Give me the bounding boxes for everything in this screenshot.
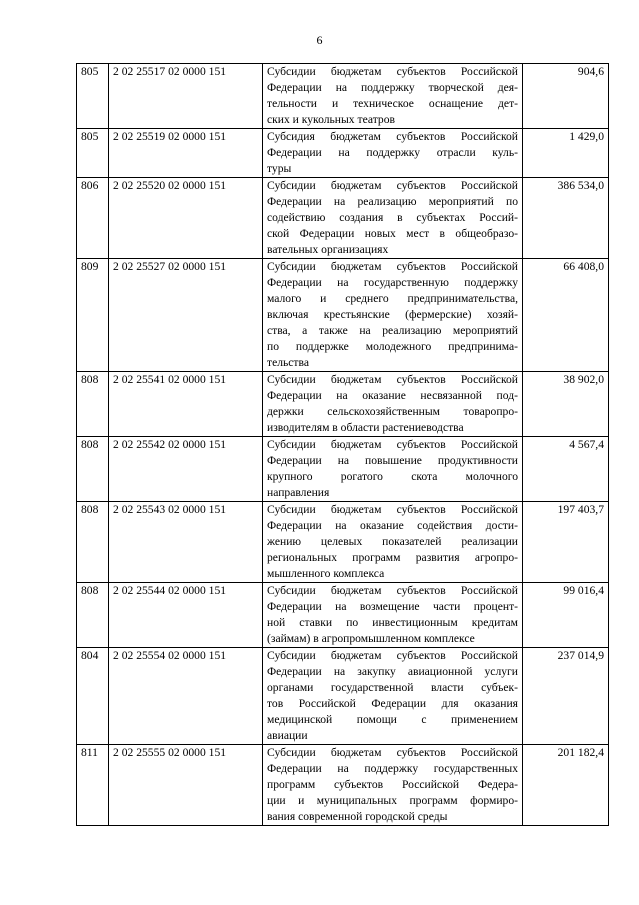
amount-cell: 4 567,4 [523, 437, 609, 502]
amount-cell: 38 902,0 [523, 372, 609, 437]
revenue-description-cell [263, 64, 523, 129]
table-row [77, 648, 609, 745]
description-line: Субсидии бюджетам субъектов Российской [267, 438, 518, 451]
revenue-description-cell [263, 648, 523, 745]
amount-cell: 1 429,0 [523, 129, 609, 178]
amount-cell: 66 408,0 [523, 259, 609, 372]
description-line: региональных программ развития агропро- [267, 551, 518, 564]
description-line: Федерации на реализацию мероприятий по [267, 195, 518, 208]
description-line: Субсидия бюджетам субъектов Российской [267, 130, 518, 143]
description-line: по поддержке молодежного предпринима- [267, 340, 518, 353]
amount-cell: 386 534,0 [523, 178, 609, 259]
description-line: малого и среднего предпринимательства, [267, 292, 518, 305]
revenue-description-cell [263, 372, 523, 437]
description-line: (займам) в агропромышленном комплексе [267, 632, 475, 645]
description-line: включая крестьянские (фермерские) хозяй- [267, 308, 518, 321]
budget-classification-code-cell: 2 02 25517 02 0000 151 [109, 64, 263, 129]
revenue-description-cell [263, 129, 523, 178]
table-body [77, 64, 609, 826]
revenue-description-cell [263, 178, 523, 259]
budget-classification-code-cell: 2 02 25527 02 0000 151 [109, 259, 263, 372]
admin-code-cell: 811 [77, 745, 109, 826]
revenue-description-cell [263, 583, 523, 648]
description-line: изводителям в области растениеводства [267, 421, 464, 434]
description-line: Субсидии бюджетам субъектов Российской [267, 373, 518, 386]
description-line: вания современной городской среды [267, 810, 448, 823]
amount-cell: 99 016,4 [523, 583, 609, 648]
description-line: Федерации на возмещение части процент- [267, 600, 518, 613]
budget-classification-code-cell: 2 02 25543 02 0000 151 [109, 502, 263, 583]
description-line: авиации [267, 729, 308, 742]
description-line: Субсидии бюджетам субъектов Российской [267, 260, 518, 273]
admin-code-cell: 808 [77, 502, 109, 583]
budget-classification-code-cell: 2 02 25555 02 0000 151 [109, 745, 263, 826]
table-row [77, 745, 609, 826]
revenue-description-cell [263, 745, 523, 826]
description-line: Федерации на оказание содействия дости- [267, 519, 518, 532]
description-line: ции и муниципальных программ формиро- [267, 794, 518, 807]
revenue-description-cell [263, 259, 523, 372]
admin-code-cell: 808 [77, 437, 109, 502]
budget-table [76, 63, 609, 826]
budget-classification-code-cell: 2 02 25542 02 0000 151 [109, 437, 263, 502]
budget-classification-code-cell: 2 02 25520 02 0000 151 [109, 178, 263, 259]
description-line: держки сельскохозяйственным товаропро- [267, 405, 518, 418]
description-line: Федерации на повышение продуктивности [267, 454, 518, 467]
admin-code-cell: 808 [77, 583, 109, 648]
revenue-description-cell [263, 502, 523, 583]
table-row [77, 583, 609, 648]
budget-classification-code-cell: 2 02 25541 02 0000 151 [109, 372, 263, 437]
description-line: содействию создания в субъектах Россий- [267, 211, 518, 224]
description-line: ства, а также на реализацию мероприятий [267, 324, 518, 337]
table-row [77, 129, 609, 178]
description-line: Федерации на оказание несвязанной под- [267, 389, 518, 402]
amount-cell: 904,6 [523, 64, 609, 129]
budget-classification-code-cell: 2 02 25544 02 0000 151 [109, 583, 263, 648]
description-line: Федерации на закупку авиационной услуги [267, 665, 518, 678]
description-line: Федерации на поддержку отрасли куль- [267, 146, 518, 159]
description-line: органами государственной власти субъек- [267, 681, 518, 694]
description-line: ской Федерации новых мест в общеобразо- [267, 227, 518, 240]
description-line: ских и кукольных театров [267, 113, 395, 126]
description-line: Субсидии бюджетам субъектов Российской [267, 503, 518, 516]
page-number: 6 [316, 33, 323, 47]
admin-code-cell: 809 [77, 259, 109, 372]
table-row [77, 259, 609, 372]
description-line: тельства [267, 356, 309, 369]
amount-cell: 237 014,9 [523, 648, 609, 745]
description-line: туры [267, 162, 292, 175]
description-line: направления [267, 486, 330, 499]
table-row [77, 372, 609, 437]
amount-cell: 201 182,4 [523, 745, 609, 826]
description-line: тов Российской Федерации для оказания [267, 697, 518, 710]
description-line: ной ставки по инвестиционным кредитам [267, 616, 518, 629]
description-line: жению целевых показателей реализации [267, 535, 518, 548]
admin-code-cell: 805 [77, 64, 109, 129]
description-line: Субсидии бюджетам субъектов Российской [267, 65, 518, 78]
description-line: Субсидии бюджетам субъектов Российской [267, 649, 518, 662]
admin-code-cell: 804 [77, 648, 109, 745]
table-row [77, 64, 609, 129]
table-row [77, 437, 609, 502]
admin-code-cell: 808 [77, 372, 109, 437]
budget-classification-code-cell: 2 02 25554 02 0000 151 [109, 648, 263, 745]
description-line: тельности и техническое оснащение дет- [267, 97, 518, 110]
budget-classification-code-cell: 2 02 25519 02 0000 151 [109, 129, 263, 178]
admin-code-cell: 806 [77, 178, 109, 259]
description-line: медицинской помощи с применением [267, 713, 518, 726]
table-row [77, 502, 609, 583]
description-line: мышленного комплекса [267, 567, 385, 580]
description-line: Федерации на поддержку государственных [267, 762, 518, 775]
table-row [77, 178, 609, 259]
description-line: Федерации на поддержку творческой дея- [267, 81, 518, 94]
description-line: Субсидии бюджетам субъектов Российской [267, 746, 518, 759]
amount-cell: 197 403,7 [523, 502, 609, 583]
revenue-description-cell [263, 437, 523, 502]
description-line: Федерации на государственную поддержку [267, 276, 518, 289]
description-line: программ субъектов Российской Федера- [267, 778, 518, 791]
description-line: Субсидии бюджетам субъектов Российской [267, 584, 518, 597]
description-line: крупного рогатого скота молочного [267, 470, 518, 483]
description-line: вательных организациях [267, 243, 389, 256]
admin-code-cell: 805 [77, 129, 109, 178]
description-line: Субсидии бюджетам субъектов Российской [267, 179, 518, 192]
